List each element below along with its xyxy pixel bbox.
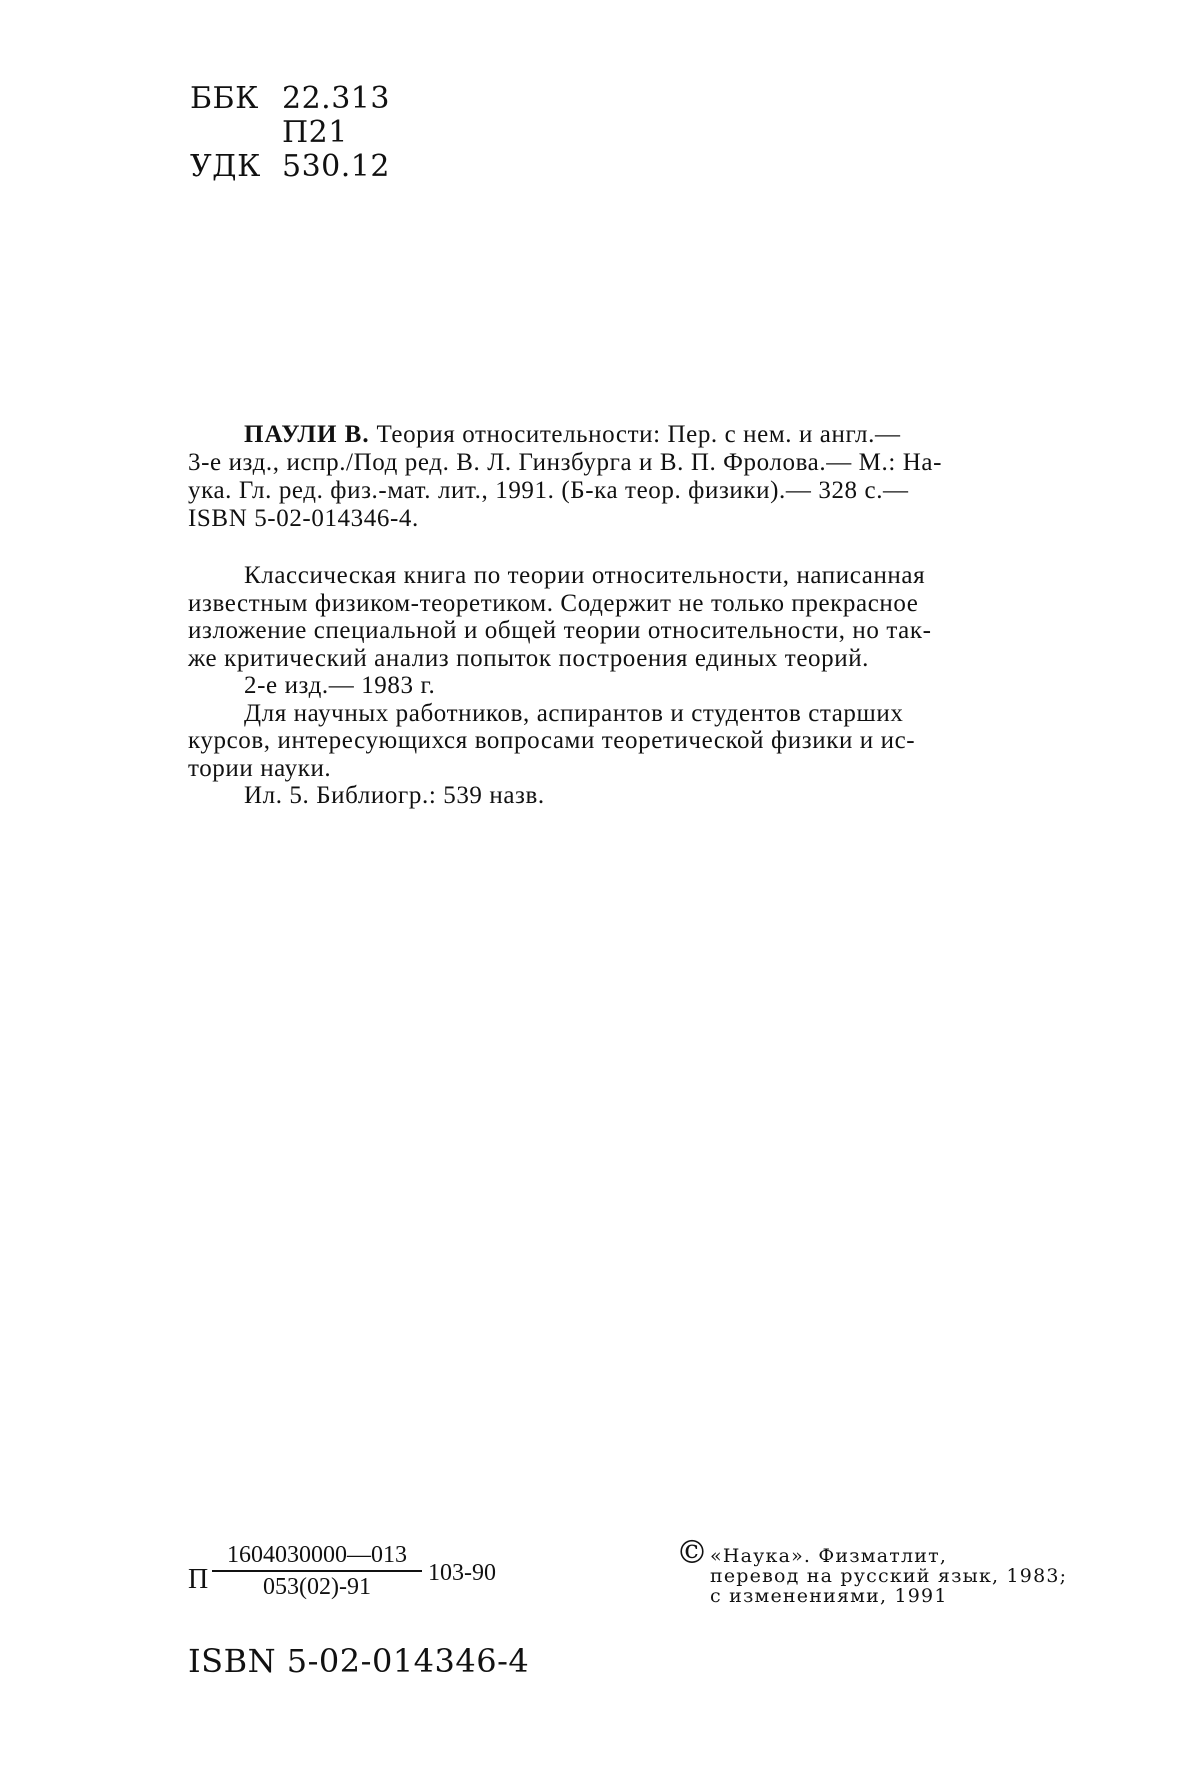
annotation-line: тории науки.	[188, 754, 332, 782]
annotation	[188, 562, 1100, 810]
author-code-row	[190, 116, 390, 150]
classification-block	[190, 82, 390, 184]
publisher-code	[188, 1540, 548, 1620]
author-code: П21	[282, 115, 348, 150]
biblio-line-1	[188, 421, 1100, 449]
annotation-line: изложение специальной и общей теории относительности, но так-	[188, 617, 932, 644]
publisher-code-fraction	[212, 1540, 422, 1602]
bbk-row	[190, 82, 390, 116]
annotation-edition: 2-е изд.— 1983 г.	[244, 672, 436, 699]
publisher-code-letter: П	[188, 1564, 209, 1595]
annotation-line: Классическая книга по теории относительности, написанная	[244, 562, 926, 589]
bbk-label: ББК	[190, 81, 259, 116]
biblio-title: Теория относительности: Пер. с нем. и англ.—	[376, 421, 901, 448]
copyright-icon: ©	[676, 1533, 710, 1571]
copyright-block	[676, 1533, 1068, 1607]
bbk-value: 22.313	[282, 81, 390, 116]
author-name: ПАУЛИ В.	[244, 421, 370, 448]
copyright-line-2: перевод на русский язык, 1983;	[710, 1565, 1068, 1587]
copyright-line-1: «Наука». Физматлит,	[710, 1545, 948, 1567]
udk-value: 530.12	[282, 149, 390, 184]
udk-label: УДК	[190, 149, 261, 184]
publisher-code-denominator: 053(02)-91	[263, 1574, 371, 1600]
isbn: ISBN 5-02-014346-4	[188, 1642, 530, 1680]
biblio-line-2: 3-е изд., испр./Под ред. В. Л. Гинзбурга и В. П. Фролова.— М.: На-	[188, 449, 942, 476]
annotation-line: курсов, интересующихся вопросами теоретической физики и ис-	[188, 727, 916, 754]
annotation-illustrations: Ил. 5. Библиогр.: 539 назв.	[244, 782, 545, 809]
annotation-line: известным физиком-теоретиком. Содержит не только прекрасное	[188, 589, 919, 617]
biblio-line-4: ISBN 5-02-014346-4.	[188, 505, 419, 532]
udk-row	[190, 150, 390, 184]
publisher-code-numerator: 1604030000—013	[212, 1540, 422, 1572]
annotation-line: же критический анализ попыток построения единых теорий.	[188, 644, 870, 672]
annotation-line: Для научных работников, аспирантов и студентов старших	[244, 699, 904, 727]
copyright-line-3: с изменениями, 1991	[710, 1585, 948, 1607]
bibliographic-description	[188, 421, 1100, 533]
biblio-line-3: ука. Гл. ред. физ.-мат. лит., 1991. (Б-ка теор. физики).— 328 с.—	[188, 477, 909, 504]
publisher-code-suffix: 103-90	[428, 1560, 496, 1586]
